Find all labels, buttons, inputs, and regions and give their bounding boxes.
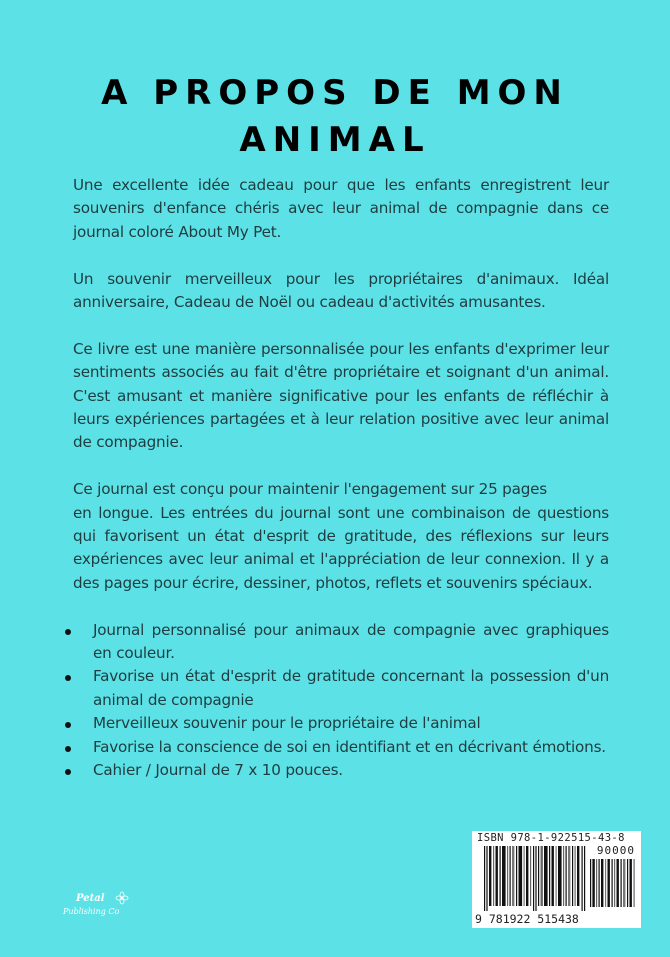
feature-item: Journal personnalisé pour animaux de compagnie avec graphiques en couleur. [73, 619, 609, 666]
isbn-label: ISBN 978-1-922515-43-8 [477, 832, 625, 844]
logo-line-1: Petal [76, 893, 105, 904]
feature-item: Merveilleux souvenir pour le propriétaire de l'animal [73, 712, 609, 735]
back-cover-description [73, 174, 609, 783]
feature-item: Cahier / Journal de 7 x 10 pouces. [73, 759, 609, 782]
flower-icon [115, 891, 129, 905]
barcode-addon-price: 90000 [596, 844, 635, 857]
isbn-barcode [472, 831, 641, 928]
journal-contents-rest: en longue. Les entrées du journal sont une combinaison de questions qui favorisent un état d'esprit de gratitude, des réflexions sur leurs expériences avec leur animal et l'appréciation de leur connexion. Il y a des pages pour écrire, dessiner, photos, reflets et souvenirs spéciaux. [73, 503, 609, 592]
ean-digits: 9 781922 515438 [475, 912, 579, 926]
feature-item: Favorise un état d'esprit de gratitude concernant la possession d'un animal de compagnie [73, 665, 609, 712]
journal-contents-first-line: Ce journal est conçu pour maintenir l'engagement sur 25 pages [73, 480, 548, 499]
publisher-logo [60, 893, 140, 933]
bullet-icon [65, 629, 71, 635]
feature-list [73, 619, 609, 783]
logo-line-2: Publishing Co [63, 907, 120, 916]
paragraph-gift-idea: Une excellente idée cadeau pour que les enfants enregistrent leur souvenirs d'enfance chéris avec leur animal de compagnie dans ce journal coloré About My Pet. [73, 176, 609, 241]
paragraph-souvenir: Un souvenir merveilleux pour les propriétaires d'animaux. Idéal anniversaire, Cadeau de Noël ou cadeau d'activités amusantes. [73, 269, 609, 312]
bullet-icon [65, 722, 71, 728]
title-line-2: ANIMAL [239, 120, 431, 160]
paragraph-book-purpose: Ce livre est une manière personnalisée pour les enfants d'exprimer leur sentiments associés au fait d'être propriétaire et soignant d'un animal. C'est amusant et manière significative pour les enfants de réfléchir à leurs expériences partagées et à leur relation positive avec leur animal de compagnie. [73, 339, 609, 452]
barcode-main-bars-icon [484, 846, 587, 911]
bullet-icon [65, 769, 71, 775]
barcode-addon-bars-icon [590, 859, 635, 921]
paragraph-journal-contents [73, 478, 609, 595]
title-line-1: A PROPOS DE MON [101, 73, 569, 113]
bullet-icon [65, 746, 71, 752]
feature-item: Favorise la conscience de soi en identifiant et en décrivant émotions. [73, 736, 609, 759]
bullet-icon [65, 675, 71, 681]
book-title [0, 70, 670, 164]
